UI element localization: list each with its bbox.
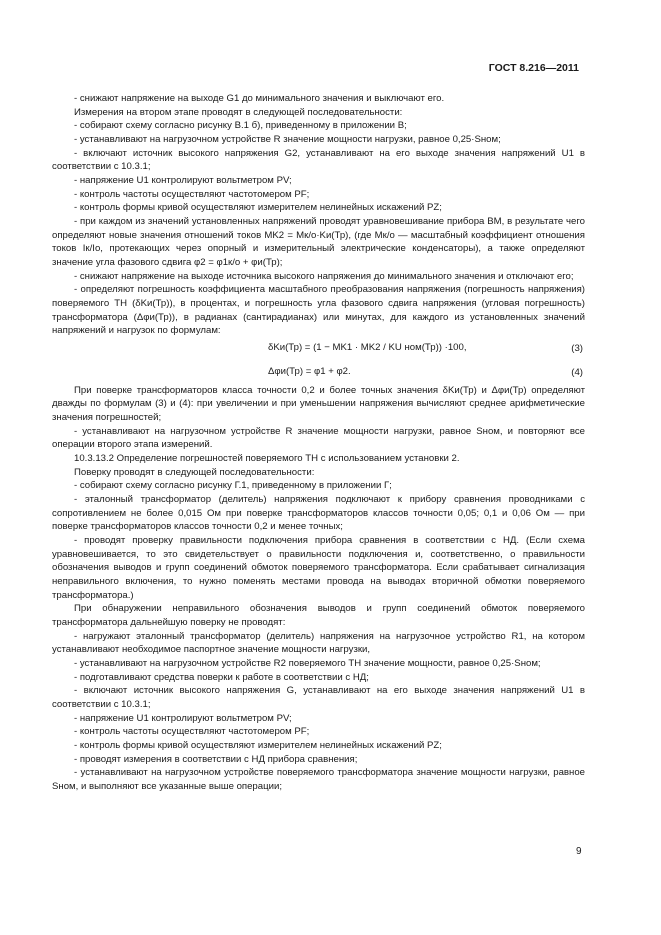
- paragraph: - контроль формы кривой осуществляют измерителем нелинейных искажений PZ;: [74, 202, 442, 214]
- formula-4-number: (4): [571, 366, 583, 378]
- formula-3-expression: δKи(Тр) = (1 − MK1 · MK2 / KU ном(Тр)) ·100,: [268, 341, 467, 353]
- paragraph: - проводят проверку правильности подключения прибора сравнения в соответствии с НД. (Если схема уравновешивается, то это свидетельствует о правильности подключения и, соответственно, о правильности обозначения выводов и групп соединений обмоток поверяемого трансформатора. Если срабатывает сигнализация неправильного включения, то нужно поменять местами провода на выводах вторичной обмотки поверяемого трансформатора.): [52, 535, 585, 601]
- document-header: ГОСТ 8.216—2011: [488, 62, 579, 74]
- paragraph: - контроль частоты осуществляют частотомером PF;: [74, 726, 310, 738]
- paragraph: - устанавливают на нагрузочном устройстве поверяемого трансформатора значение мощности нагрузки, равное Sном, и выполняют все указанные выше операции;: [52, 767, 585, 792]
- formula-4: [52, 362, 585, 384]
- document-body: [52, 92, 585, 794]
- paragraph: - устанавливают на нагрузочном устройстве R значение мощности нагрузки, равное Sном, и повторяют все операции второго этапа измерений.: [52, 425, 585, 451]
- paragraph: - подготавливают средства поверки к работе в соответствии с НД;: [74, 671, 369, 683]
- paragraph: - эталонный трансформатор (делитель) напряжения подключают к прибору сравнения проводниками с сопротивлением не более 0,015 Ом при поверке трансформаторов классов точности 0,05; 0,1 и 0,06 Ом — при поверке трансформаторов классов точности 0,2 и менее точных;: [52, 494, 585, 533]
- paragraph: - собирают схему согласно рисунку Г.1, приведенному в приложении Г;: [74, 480, 392, 492]
- paragraph: - проводят измерения в соответствии с НД прибора сравнения;: [74, 753, 358, 765]
- paragraph: - напряжение U1 контролируют вольтметром PV;: [74, 174, 292, 186]
- paragraph: - устанавливают на нагрузочном устройстве R2 поверяемого ТН значение мощности, равное 0,25·Sном;: [74, 657, 541, 669]
- paragraph: - нагружают эталонный трансформатор (делитель) напряжения на нагрузочное устройство R1, на котором устанавливают необходимое паспортное значение мощности нагрузки,: [52, 630, 585, 656]
- paragraph: - контроль формы кривой осуществляют измерителем нелинейных искажений PZ;: [74, 739, 442, 751]
- paragraph: - снижают напряжение на выходе источника высокого напряжения до минимального значения и отключают его;: [74, 270, 574, 282]
- paragraph: - определяют погрешность коэффициента масштабного преобразования напряжения (погрешность напряжения) поверяемого ТН (δKи(Тр)), в процентах, и погрешность угла фазового сдвига напряжения (угловая погрешность) трансформатора (Δφи(Тр)), в радианах (сантирадианах) или минутах, для каждого из установленных значений напряжений и нагрузок по формулам:: [52, 284, 585, 337]
- paragraphs-top: [52, 92, 585, 338]
- paragraph: - при каждом из значений установленных напряжений проводят уравновешивание прибора ВМ, в результате чего определяют новые значения отношений токов MK2 = Mк/о·Kи(Тр), (где Mк/о — масштабный коэффициент отношения токов Iк/Iо, протекающих через опорный и измерительный электрические конденсаторы), а также определяют значение угла фазового сдвига φ2 = φ1к/о + φи(Тр);: [52, 215, 585, 268]
- paragraph: - включают источник высокого напряжения G2, устанавливают на его выходе значения напряжений U1 в соответствии с 10.3.1;: [52, 147, 585, 173]
- paragraph: - включают источник высокого напряжения G, устанавливают на его выходе значения напряжений U1 в соответствии с 10.3.1;: [52, 685, 585, 710]
- formula-3: [52, 338, 585, 362]
- paragraph: - снижают напряжение на выходе G1 до минимального значения и выключают его.: [74, 93, 445, 104]
- paragraph: При поверке трансформаторов класса точности 0,2 и более точных значения δKи(Тр) и Δφи(Тр) определяют дважды по формулам (3) и (4): при увеличении и при уменьшении напряжения вычисляют среднее арифметические значения погрешностей;: [52, 384, 585, 424]
- paragraph: Измерения на втором этапе проводят в следующей последовательности:: [74, 106, 403, 118]
- paragraph: 10.3.13.2 Определение погрешностей поверяемого ТН с использованием установки 2.: [74, 453, 460, 465]
- formula-4-expression: Δφи(Тр) = φ1 + φ2.: [268, 365, 351, 377]
- page-number: 9: [576, 846, 582, 857]
- paragraph: - устанавливают на нагрузочном устройстве R значение мощности нагрузки, равное 0,25·Sном;: [74, 133, 501, 145]
- paragraph: - собирают схему согласно рисунку В.1 б), приведенному в приложении В;: [74, 120, 407, 132]
- paragraph: - контроль частоты осуществляют частотомером PF;: [74, 188, 310, 200]
- paragraphs-bottom: [52, 384, 585, 794]
- paragraph: При обнаружении неправильного обозначения выводов и групп соединений обмоток поверяемого трансформатора дальнейшую поверку не проводят:: [52, 603, 585, 628]
- paragraph: Поверку проводят в следующей последовательности:: [74, 466, 315, 478]
- paragraph: - напряжение U1 контролируют вольтметром PV;: [74, 712, 292, 724]
- formula-3-number: (3): [571, 342, 583, 354]
